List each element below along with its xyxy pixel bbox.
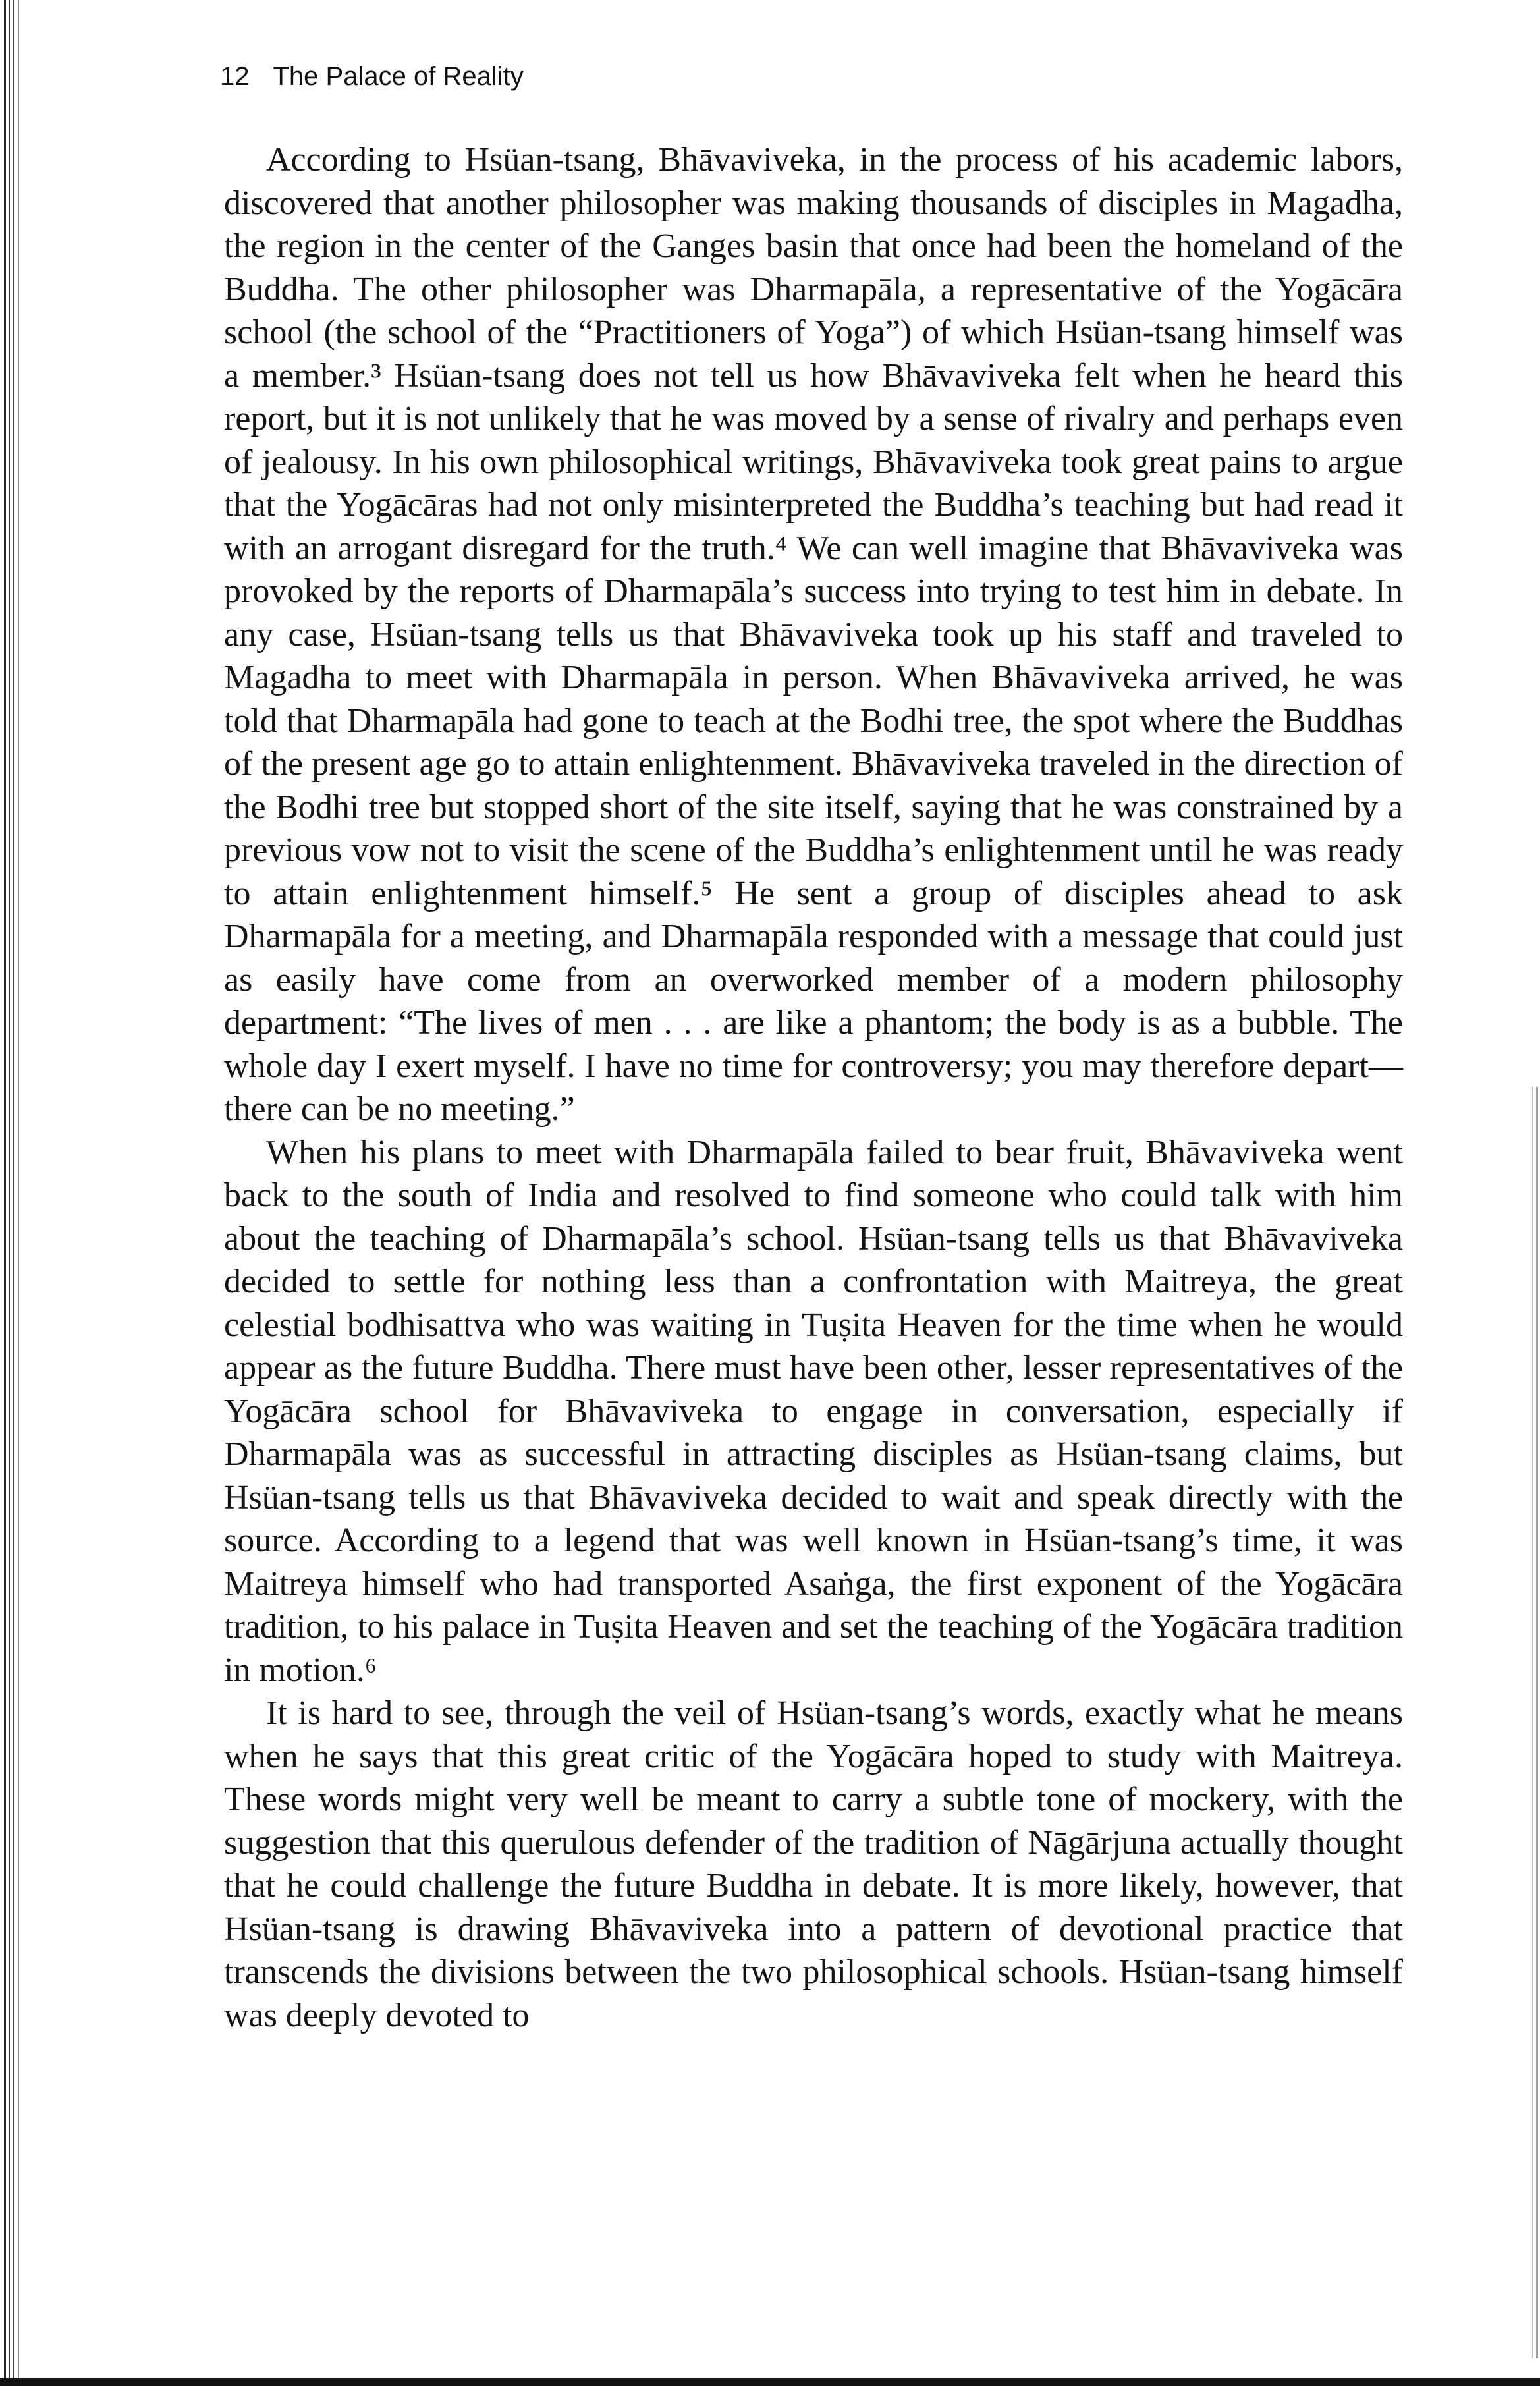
paragraph-3: It is hard to see, through the veil of Hsüan-tsang’s words, exactly what he means when he says that this great critic of the Yogācāra hoped to study with Maitreya. These words might very well be meant to carry a subtle tone of mockery, with the suggestion that this querulous defender of the tradition of Nāgārjuna actually thought that he could challenge the future Buddha in debate. It is more likely, however, that Hsüan-tsang is drawing Bhāvaviveka into a pattern of devotional practice that transcends the divisions between the two philosophical schools. Hsüan-tsang himself was deeply devoted to <box>224 1694 1403 2034</box>
paragraph-1: According to Hsüan-tsang, Bhāvaviveka, in the process of his academic labors, discovered that another philosopher was making thousands of disciples in Magadha, the region in the center of the Ganges basin that once had been the homeland of the Buddha. The other philosopher was Dharmapāla, a representative of the Yogācāra school (the school of the “Practitioners of Yoga”) of which Hsüan-tsang himself was a member.³ Hsüan-tsang does not tell us how Bhāvaviveka felt when he heard this report, but it is not unlikely that he was moved by a sense of rivalry and perhaps even of jealousy. In his own philosophical writings, Bhāvaviveka took great pains to argue that the Yogācāras had not only misinterpreted the Buddha’s teaching but had read it with an arrogant disregard for the truth.⁴ We can well imagine that Bhāvaviveka was provoked by the reports of Dharmapāla’s success into trying to test him in debate. In any case, Hsüan-tsang tells us that Bhāvaviveka took up his staff and traveled to Magadha to meet with Dharmapāla in person. When Bhāvaviveka arrived, he was told that Dharmapāla had gone to teach at the Bodhi tree, the spot where the Buddhas of the present age go to attain enlightenment. Bhāvaviveka traveled in the direction of the Bodhi tree but stopped short of the site itself, saying that he was constrained by a previous vow not to visit the scene of the Buddha’s enlightenment until he was ready to attain enlightenment himself.⁵ He sent a group of disciples ahead to ask Dharmapāla for a meeting, and Dharmapāla responded with a message that could just as easily have come from an overworked member of a modern philosophy department: “The lives of men . . . are like a phantom; the body is as a bubble. The whole day I exert myself. I have no time for controversy; you may therefore depart—there can be no meeting.” <box>224 141 1403 1128</box>
running-head <box>220 63 524 90</box>
scan-right-edge <box>1527 1087 1540 2358</box>
paragraph-2: When his plans to meet with Dharmapāla failed to bear fruit, Bhāvaviveka went back to the south of India and resolved to find someone who could talk with him about the teaching of Dharmapāla’s school. Hsüan-tsang tells us that Bhāvaviveka decided to settle for nothing less than a confrontation with Maitreya, the great celestial bodhisattva who was waiting in Tuṣita Heaven for the time when he would appear as the future Buddha. There must have been other, lesser representatives of the Yogācāra school for Bhāvaviveka to engage in conversation, especially if Dharmapāla was as successful in attracting disciples as Hsüan-tsang claims, but Hsüan-tsang tells us that Bhāvaviveka decided to wait and speak directly with the source. According to a legend that was well known in Hsüan-tsang’s time, it was Maitreya himself who had transported Asaṅga, the first exponent of the Yogācāra tradition, to his palace in Tuṣita Heaven and set the teaching of the Yogācāra tradition in motion.⁶ <box>224 1133 1403 1689</box>
scan-binding-edge <box>0 0 30 2378</box>
scan-bottom-edge <box>0 2378 1540 2386</box>
page-number: 12 <box>220 62 250 91</box>
body-text <box>224 138 1403 2037</box>
running-title: The Palace of Reality <box>273 62 524 91</box>
